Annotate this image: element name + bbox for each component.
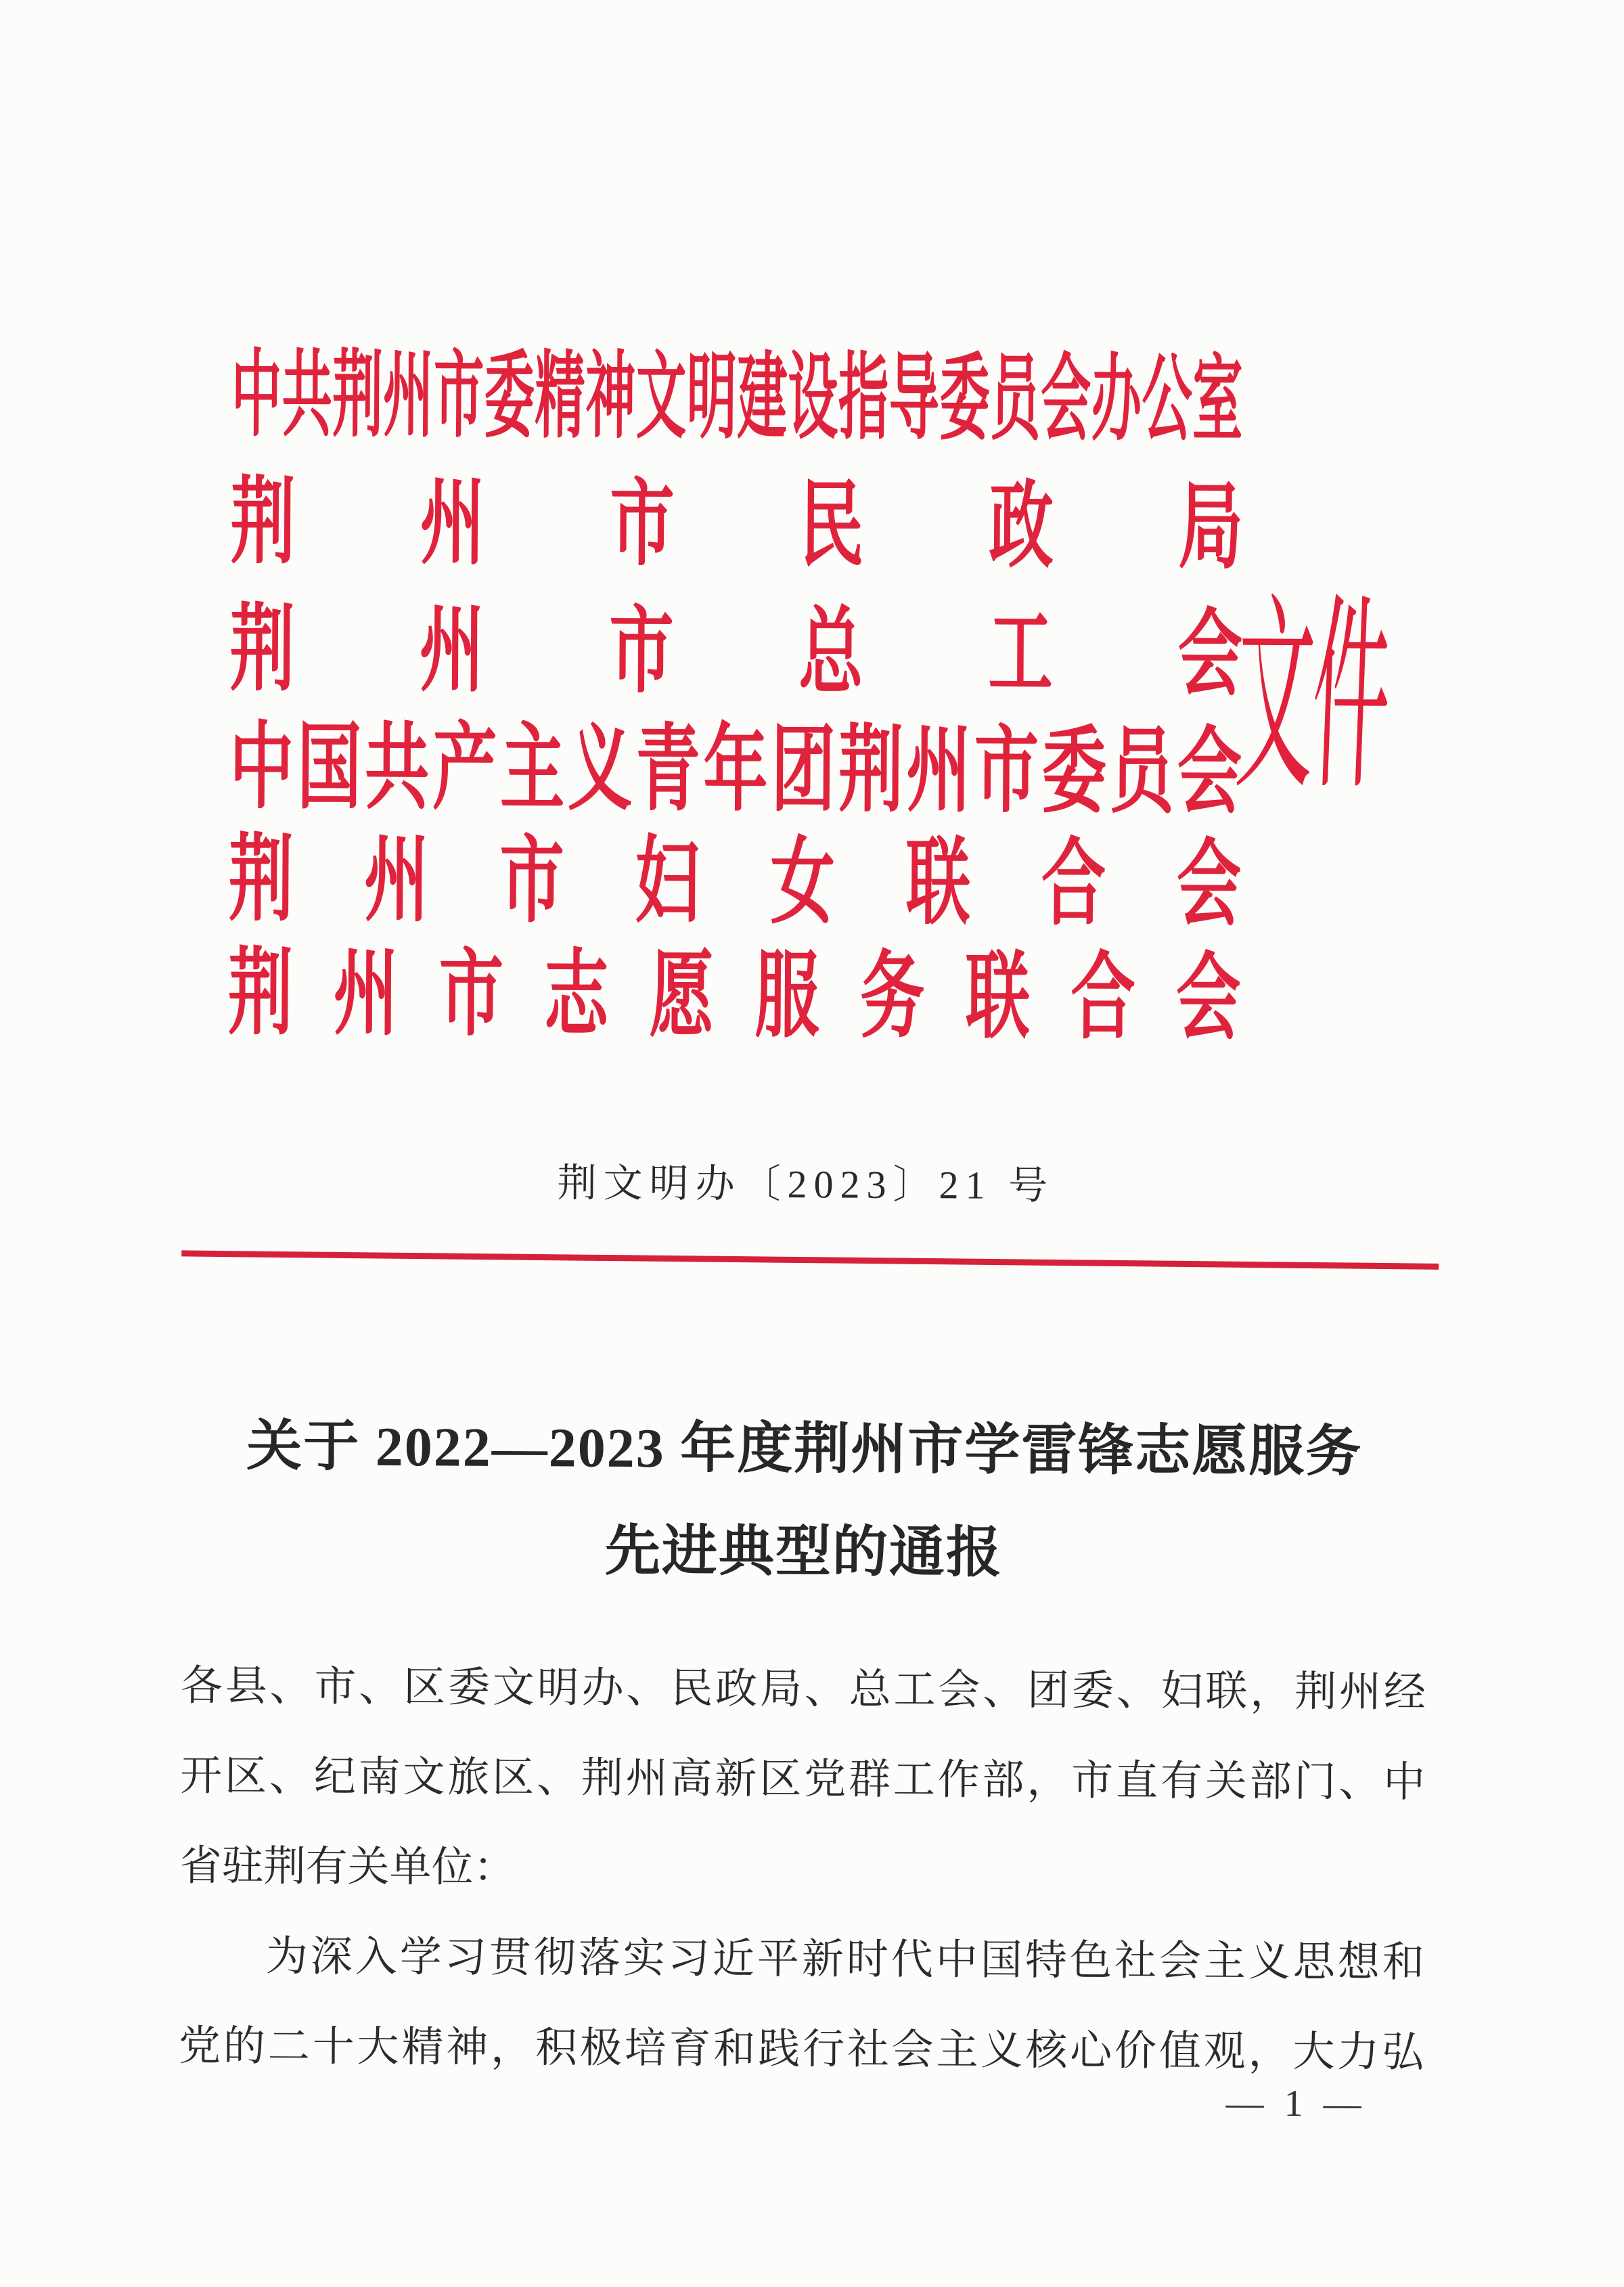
org-line-volunteer-service-federation: 荆州市志愿服务联合会 [227, 941, 1241, 1052]
body-line-paragraph-2: 党的二十大精神，积极培育和践行社会主义核心价值观，大力弘 [178, 2023, 1424, 2077]
org-line-federation-trade-unions: 荆州市总工会 [229, 597, 1243, 708]
org-line-communist-youth-league: 中国共产主义青年团荆州市委员会 [229, 715, 1242, 826]
doc-reference-number: 荆文明办〔2023〕21 号 [557, 1161, 1055, 1208]
doc-title-line-1: 关于 2022—2023 年度荆州市学雷锋志愿服务 [246, 1415, 1363, 1483]
org-line-civil-affairs-bureau: 荆州市民政局 [230, 470, 1244, 581]
doc-title-line-2: 先进典型的通报 [604, 1519, 1003, 1584]
body-line-paragraph-1: 为深入学习贯彻落实习近平新时代中国特色社会主义思想和 [265, 1934, 1425, 1986]
body-line-recipients-2: 开区、纪南文旅区、荆州高新区党群工作部，市直有关部门、中 [180, 1753, 1426, 1806]
org-line-civilization-office: 中共荆州市委精神文明建设指导委员会办公室 [231, 342, 1243, 453]
body-line-recipients-3: 省驻荆有关单位： [179, 1843, 516, 1892]
red-divider-rule [181, 1250, 1439, 1269]
body-line-recipients-1: 各县、市、区委文明办、民政局、总工会、团委、妇联，荆州经 [180, 1663, 1426, 1716]
org-line-womens-federation: 荆州市妇女联合会 [228, 827, 1242, 938]
doc-type-label-wenjian: 文件 [1232, 582, 1393, 816]
page-number: — 1 — [1225, 2082, 1367, 2125]
